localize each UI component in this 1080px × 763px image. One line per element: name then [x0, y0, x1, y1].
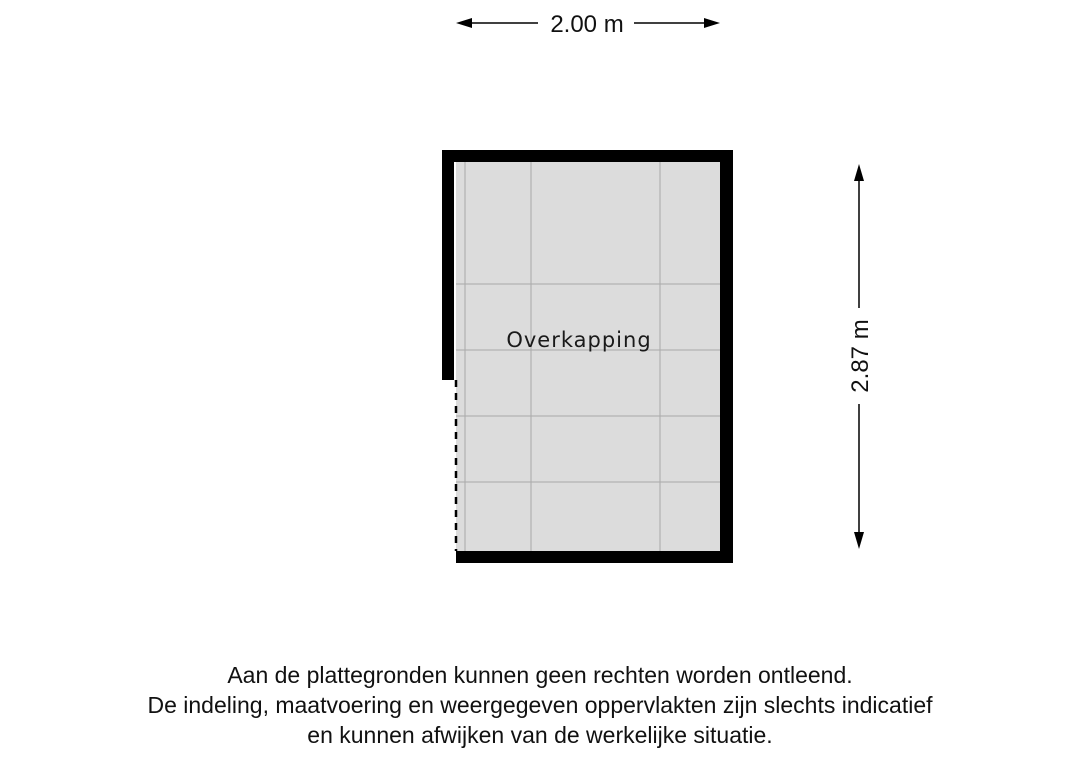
- wall-top: [442, 150, 733, 162]
- room-floor: [456, 162, 720, 551]
- arrow-right-icon: [704, 18, 720, 28]
- arrow-up-icon: [854, 164, 864, 181]
- disclaimer: [0, 660, 1080, 750]
- width-dimension: [456, 11, 720, 38]
- disclaimer-line-3: en kunnen afwijken van de werkelijke situatie.: [307, 722, 773, 748]
- disclaimer-line-1: Aan de plattegronden kunnen geen rechten worden ontleend.: [227, 662, 853, 688]
- height-dimension-label: 2.87 m: [847, 319, 874, 393]
- width-dimension-label: 2.00 m: [550, 11, 624, 38]
- disclaimer-line-2: De indeling, maatvoering en weergegeven oppervlakten zijn slechts indicatief: [147, 692, 933, 718]
- room-label: Overkapping: [506, 328, 652, 352]
- wall-bottom: [456, 551, 733, 563]
- wall-left: [442, 150, 454, 380]
- wall-right: [720, 150, 733, 563]
- arrow-left-icon: [456, 18, 472, 28]
- arrow-down-icon: [854, 532, 864, 549]
- height-dimension: [847, 164, 874, 549]
